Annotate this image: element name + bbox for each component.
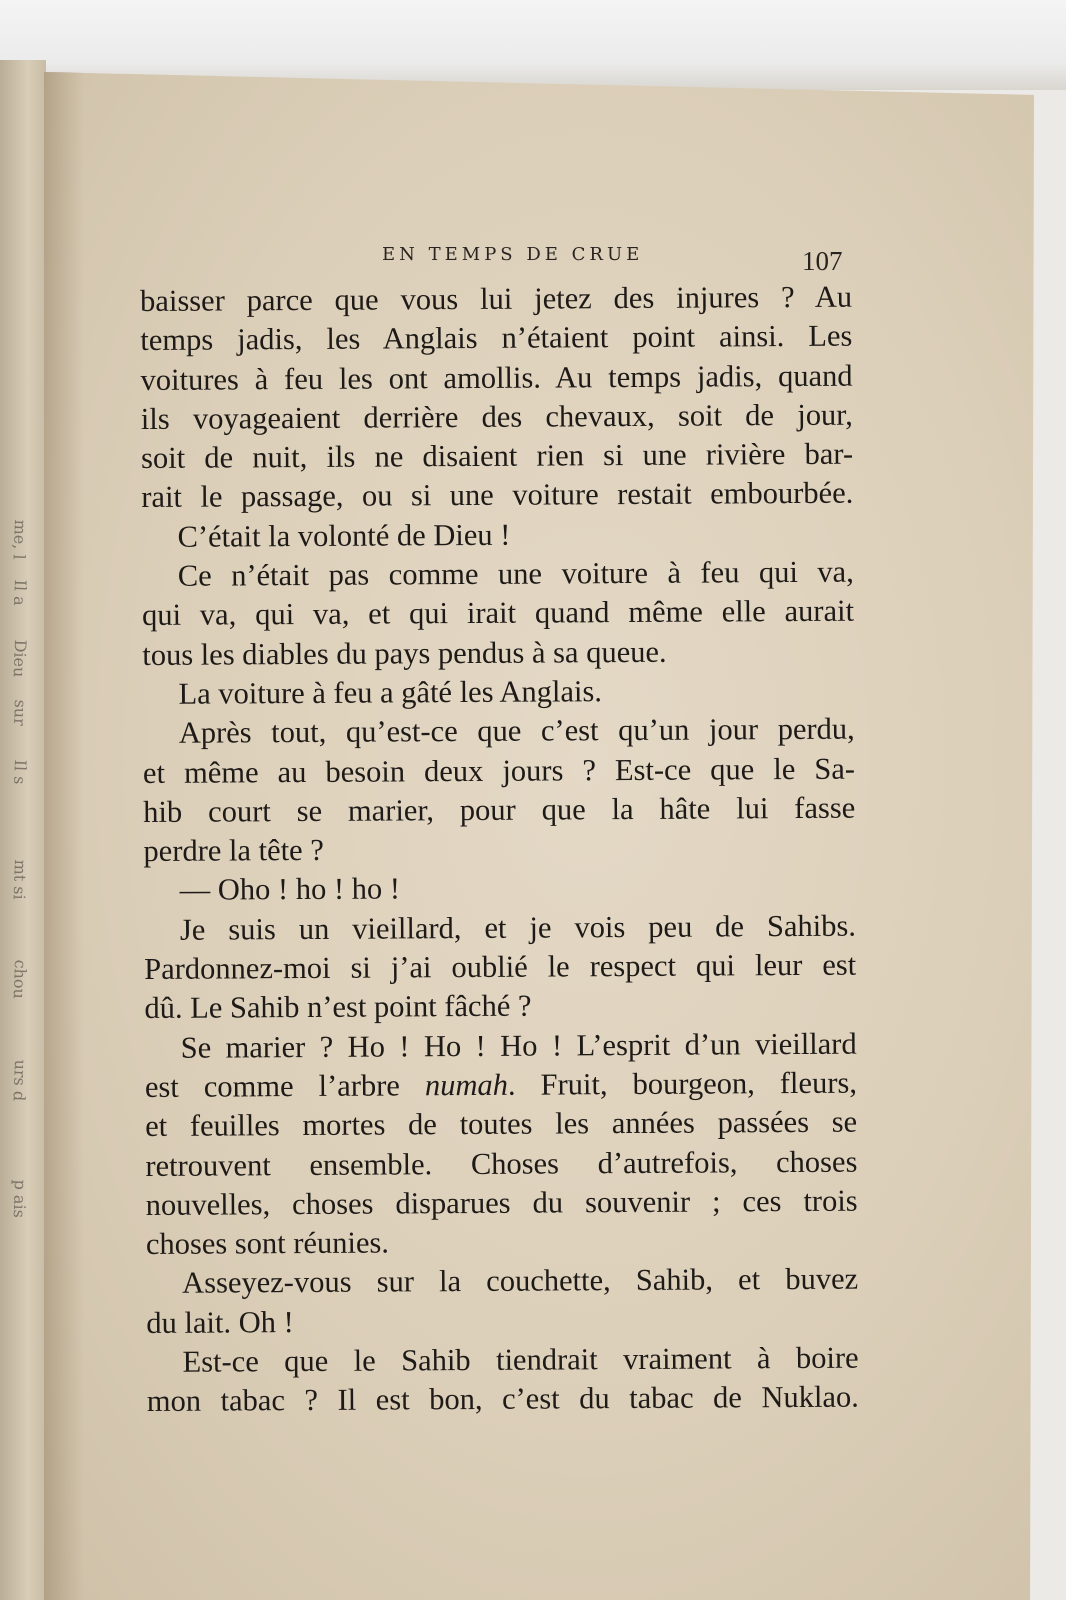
text-line: — Oho ! ho ! ho ! <box>179 871 401 908</box>
text-line: ils voyageaient derrière des chevaux, soit de jour, <box>140 397 853 436</box>
text-line: et feuilles mortes de toutes les années passées se <box>145 1104 858 1144</box>
text-line: Asseyez-vous sur la couchette, Sahib, et buvez <box>182 1262 859 1301</box>
text-segment: est comme l’arbre <box>144 1068 426 1104</box>
text-line: Se marier ? Ho ! Ho ! Ho ! L’esprit d’un vieillard <box>180 1026 857 1065</box>
facing-page-fragment: Dieu <box>9 639 30 678</box>
italic-term: numah <box>424 1067 509 1103</box>
text-line: mon tabac ? Il est bon, c’est du tabac de Nuklao. <box>146 1379 859 1419</box>
text-line: perdre la tête ? <box>143 833 324 869</box>
facing-page-fragment: urs d <box>9 1059 31 1102</box>
text-line: qui va, qui va, et qui irait quand même elle aurait <box>141 594 855 633</box>
gutter-shadow <box>44 72 84 1600</box>
text-line: Est-ce que le Sahib tiendrait vraiment à boire <box>182 1340 859 1379</box>
text-line: temps jadis, les Anglais n’étaient point ainsi. Les <box>140 318 853 358</box>
text-segment: . Fruit, bourgeon, fleurs, <box>507 1065 858 1102</box>
facing-page-fragment: Il s <box>10 759 30 785</box>
text-line: Je suis un vieillard, et je vois peu de Sahibs. <box>179 908 857 947</box>
text-line: soit de nuit, ils ne disaient rien si une rivière bar- <box>140 436 854 476</box>
text-line: du lait. Oh ! <box>146 1304 294 1340</box>
text-line: Ce n’était pas comme une voiture à feu qui va, <box>177 554 854 593</box>
facing-page-fragment: p ais <box>9 1179 30 1219</box>
facing-page-fragment: Il a <box>10 579 31 607</box>
text-line: hib court se marier, pour que la hâte lui fasse <box>143 790 856 829</box>
facing-page-fragment: chou <box>9 959 30 1000</box>
body-text <box>140 278 859 1422</box>
text-line <box>145 1064 857 1108</box>
text-line: retrouvent ensemble. Choses d’autrefois, choses <box>145 1144 858 1183</box>
text-line: Pardonnez-moi si j’ai oublié le respect qui leur est <box>144 947 857 987</box>
text-line: tous les diables du pays pendus à sa queue. <box>142 634 667 672</box>
facing-page-edge <box>0 60 46 1600</box>
text-line: voitures à feu les ont amollis. Au temps jadis, quand <box>140 358 853 397</box>
facing-page-fragment: mt si <box>9 859 30 900</box>
page-number: 107 <box>802 246 843 276</box>
text-line: rait le passage, ou si une voiture restait embourbée. <box>141 476 854 515</box>
text-line: C’était la volonté de Dieu ! <box>177 517 511 554</box>
facing-page-fragment: me, l <box>9 519 31 560</box>
text-line: Après tout, qu’est-ce que c’est qu’un jour perdu, <box>178 711 855 751</box>
facing-page-fragment: sur <box>10 699 30 727</box>
text-line: et même au besoin deux jours ? Est-ce que le Sa- <box>142 751 856 790</box>
text-line: nouvelles, choses disparues du souvenir ; ces trois <box>145 1183 858 1222</box>
running-title: EN TEMPS DE CRUE <box>382 244 644 265</box>
text-line: dû. Le Sahib n’est point fâché ? <box>144 988 532 1026</box>
text-line: La voiture à feu a gâté les Anglais. <box>178 674 603 711</box>
text-line: baisser parce que vous lui jetez des injures ? Au <box>140 279 853 318</box>
text-line: choses sont réunies. <box>145 1225 390 1262</box>
